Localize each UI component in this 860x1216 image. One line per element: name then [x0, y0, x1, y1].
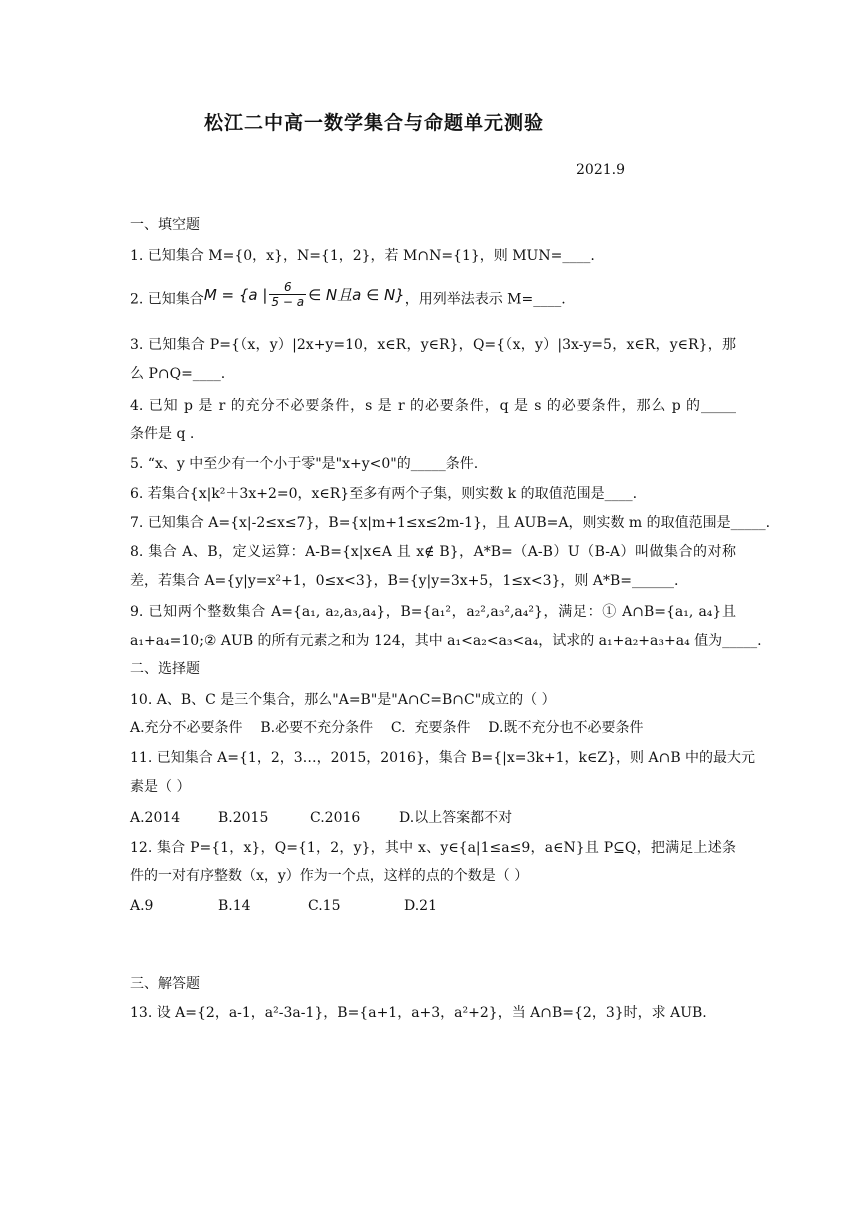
fraction: [269, 280, 306, 309]
question-11-options: [130, 809, 736, 827]
question-11-line-1: 11. 已知集合 A={1，2，3…，2015，2016}，集合 B={|x=3k+1，k∈Z}，则 A∩B 中的最大元: [130, 750, 756, 766]
option-a: A.2014: [130, 810, 181, 826]
option-c: C.15: [308, 898, 341, 914]
question-12-options: [130, 897, 736, 915]
question-2: [130, 280, 736, 309]
question-5: 5. “x、y 中至少有一个小于零"是"x+y<0"的_____条件.: [130, 456, 479, 472]
option-c: C.2016: [310, 810, 361, 826]
question-13: 13. 设 A={2，a-1，a²-3a-1}，B={a+1，a+3，a²+2}，当 A∩B={2，3}时，求 AUB.: [130, 1005, 707, 1021]
formula-left: M = {a |: [203, 285, 268, 304]
option-b: B.2015: [218, 810, 269, 826]
question-8-line-2: 差，若集合 A={y|y=x²+1，0≤x<3}，B={y|y=3x+5，1≤x<3}，则 A*B=______.: [130, 573, 679, 589]
question-2-suffix: ，用列举法表示 M=____.: [404, 291, 566, 308]
question-12-line-1: 12. 集合 P={1，x}，Q={1，2，y}，其中 x、y∈{a|1≤a≤9，a∈N}且 P⊆Q，把满足上述条: [130, 840, 736, 856]
fraction-numerator: 6: [269, 280, 306, 295]
test-date: 2021.9: [576, 162, 625, 178]
option-b: B.14: [218, 898, 251, 914]
question-1: 1. 已知集合 M={0，x}，N={1，2}，若 M∩N={1}，则 MUN=____.: [130, 248, 595, 264]
option-d: D.21: [404, 898, 437, 914]
section-multiple-choice: 二、选择题: [130, 661, 200, 677]
option-a: A.9: [130, 898, 154, 914]
question-4-line-1: 4. 已知 p 是 r 的充分不必要条件，s 是 r 的必要条件，q 是 s 的必要条件，那么 p 的_____: [130, 398, 736, 414]
fraction-denominator: 5 − a: [271, 295, 305, 309]
question-9-line-1: 9. 已知两个整数集合 A={a₁, a₂,a₃,a₄}，B={a₁²，a₂²,a₃²,a₄²}，满足：① A∩B={a₁, a₄}且: [130, 604, 736, 620]
question-3-line-2: 么 P∩Q=____.: [130, 366, 226, 382]
formula-right: ∈ N且a ∈ N}: [308, 285, 405, 304]
section-answer-questions: 三、解答题: [130, 976, 200, 992]
question-7: 7. 已知集合 A={x|-2≤x≤7}，B={x|m+1≤x≤2m-1}，且 AUB=A，则实数 m 的取值范围是_____.: [130, 515, 771, 531]
question-10: 10. A、B、C 是三个集合，那么"A=B"是"A∩C=B∩C"成立的（ ）: [130, 692, 556, 708]
question-3-line-1: 3. 已知集合 P={（x，y）|2x+y=10，x∈R，y∈R}，Q={（x，y）|3x-y=5，x∈R，y∈R}，那: [130, 337, 736, 353]
option-d: D.以上答案都不对: [399, 810, 513, 826]
question-11-line-2: 素是（ ）: [130, 779, 191, 795]
page-title: 松江二中高一数学集合与命题单元测验: [204, 112, 545, 134]
question-6: 6. 若集合{x|k²＋3x+2=0，x∈R}至多有两个子集，则实数 k 的取值范围是____.: [130, 486, 638, 502]
question-10-options: A.充分不必要条件 B.必要不充分条件 C. 充要条件 D.既不充分也不必要条件: [130, 720, 644, 736]
set-formula-image: [204, 280, 405, 309]
question-4-line-2: 条件是 q .: [130, 426, 195, 442]
question-8-line-1: 8. 集合 A、B，定义运算：A-B={x|x∈A 且 x∉ B}，A*B=（A-B）U（B-A）叫做集合的对称: [130, 544, 736, 560]
question-9-line-2: a₁+a₄=10;② AUB 的所有元素之和为 124，其中 a₁<a₂<a₃<a₄，试求的 a₁+a₂+a₃+a₄ 值为_____.: [130, 633, 762, 649]
section-fill-in: 一、填空题: [130, 217, 200, 233]
question-12-line-2: 件的一对有序整数（x，y）作为一个点，这样的点的个数是（ ）: [130, 868, 529, 884]
question-2-prefix: 2. 已知集合: [130, 291, 204, 308]
